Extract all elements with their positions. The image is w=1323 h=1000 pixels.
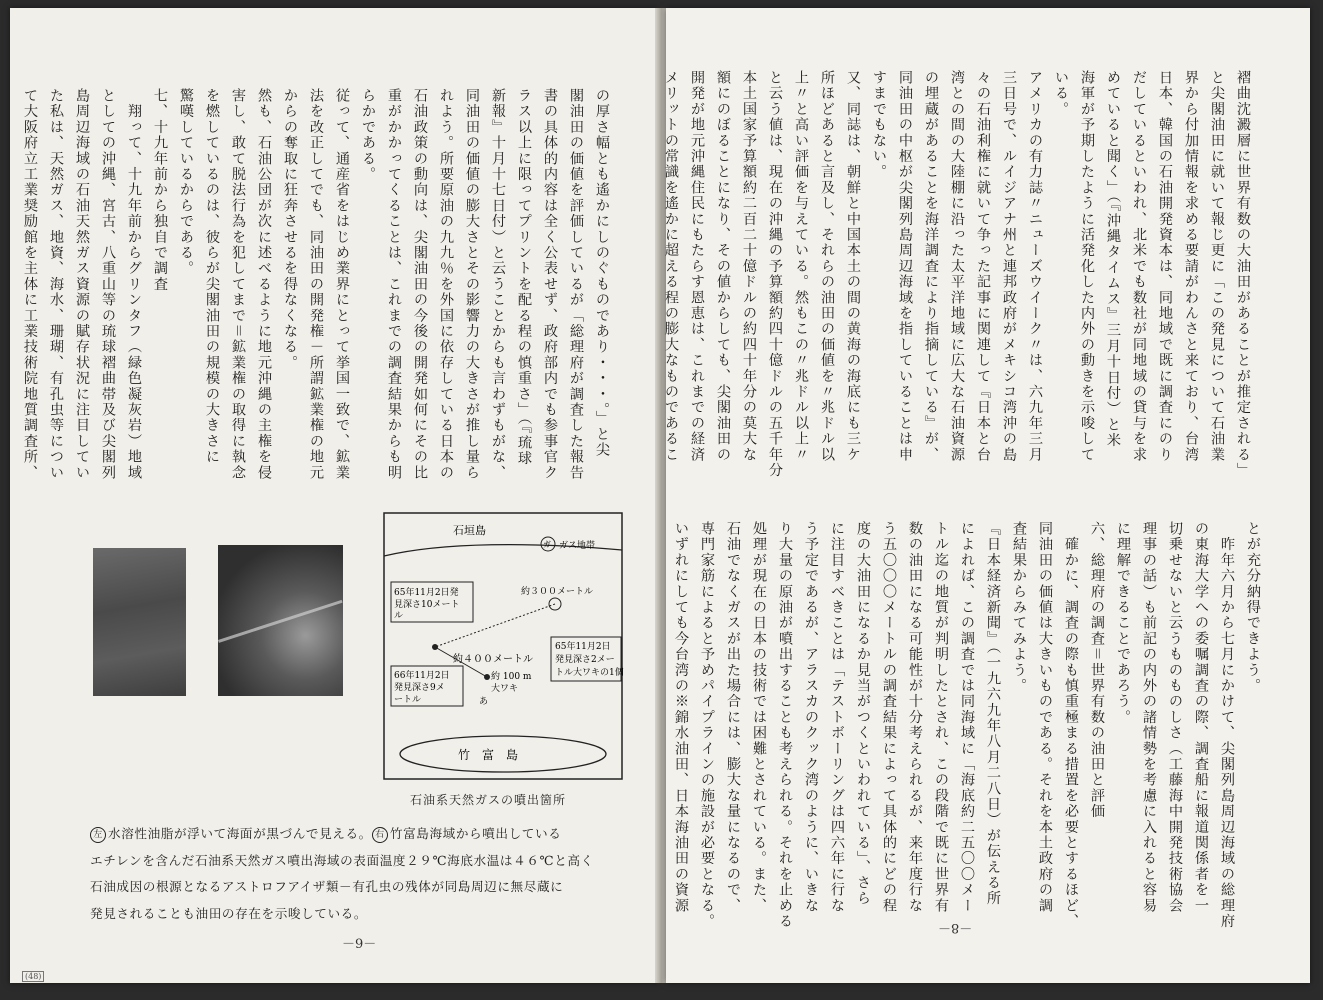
page-number-right: －8－ xyxy=(938,920,973,935)
right-bottom-text-column: トル迄の地質が判明したとされ、この段階で既に世界有 xyxy=(933,521,949,914)
sea-surface-photo xyxy=(93,548,186,696)
map-small-mark: あ xyxy=(479,697,489,707)
right-bottom-text-column: 数の油田になる可能性が十分考えられるが、来年度行な xyxy=(907,521,923,914)
map-dist-100a: 約 100 m xyxy=(491,672,532,682)
right-top-text xyxy=(663,70,1256,500)
right-bottom-text-column: 同油田の価値は大きいものである。それを本土政府の調 xyxy=(1037,521,1053,914)
map-dist-300: 約３００メートル xyxy=(521,587,594,597)
left-text-column: 法を改正してでも、同油田の開発権－所謂鉱業権の地元 xyxy=(308,88,324,481)
right-bottom-text-column: 昨年六月から七月にかけて、尖閣列島周辺海域の総理府 xyxy=(1219,521,1235,930)
left-text-column: 害し、敢て脱法行為を犯してまで＝鉱業権の取得に執念 xyxy=(230,88,246,481)
caption-line2: エチレンを含んだ石油系天然ガス噴出海域の表面温度２９℃海底水温は４６℃と高く xyxy=(90,852,594,868)
right-bottom-text-column: う五〇〇〇メートルの調査結果によって具体的にどの程 xyxy=(881,521,897,914)
left-text-column: 然も、石油公団が次に述べるように地元沖縄の主権を侵 xyxy=(256,88,272,481)
gas-eruption-photo xyxy=(218,545,343,696)
left-text-column: 書の具体的内容は全く公表せず、政府部内でも参事官ク xyxy=(542,88,558,481)
label-a-line3: ル xyxy=(394,611,404,621)
caption-part1: 水溶性油脂が浮いて海面が黒づんで見える。 xyxy=(108,826,372,841)
left-text-column: 重がかかってくることは、これまでの調査結果からも明 xyxy=(386,88,402,481)
right-bottom-text-column: 『日本経済新聞』（一九六九年八月二八日）が伝える所 xyxy=(985,521,1001,907)
right-bottom-text-column: 理事の話）も前記の内外の諸情勢を考慮に入れると容易 xyxy=(1141,521,1157,914)
page-number-left: －9－ xyxy=(342,937,377,952)
right-top-text-column: 額にのぼることになり、その値からしても、尖閣油田の xyxy=(715,70,731,463)
caption-mark-right: 右 xyxy=(372,827,388,843)
left-text-column: れよう。所要原油の九九％を外国に依存している日本の xyxy=(438,88,454,481)
right-bottom-text-column: いずれにしても今台湾の※錦水油田、日本海油田の資源 xyxy=(673,521,689,914)
map-caption: 石油系天然ガスの噴出箇所 xyxy=(410,793,567,807)
right-bottom-text-column: 切乗せないと云うものものしさ（工藤海中開発技術協会 xyxy=(1167,521,1183,914)
left-text-column: 石油政策の動向は、尖閣油田の今後の開発如何にその比 xyxy=(412,88,428,481)
gas-site-map xyxy=(383,512,623,780)
right-top-text-column: 海軍が予期したように活発化した内外の動きを示唆して xyxy=(1079,70,1095,463)
right-bottom-text-column: り大量の原油が噴出することも考えられる。それを止める xyxy=(777,521,793,930)
left-text-column: た私は、天然ガス、地資、海水、珊瑚、有孔虫等につい xyxy=(48,88,64,481)
right-top-text-column: 界から付加情報を求める要請がわんさと来ており、台湾 xyxy=(1183,70,1199,463)
label-c-line2: 発見深さ9メ xyxy=(394,683,445,693)
right-top-text-column: 同油田の中枢が尖閣列島周辺海域を指していることは申 xyxy=(897,70,913,463)
right-top-text-column: と云う値は、現在の沖縄の予算額約四十億ドルの五千年分 xyxy=(767,70,783,479)
right-top-text-column: アメリカの有力誌〃ニューズウイーク〃は、六九年三月 xyxy=(1027,70,1043,463)
right-bottom-text-column: の東海大学への委嘱調査の際、調査船に報道関係者を一 xyxy=(1193,521,1209,914)
right-bottom-text-column: によれば、この調査では同海域に「海底約二五〇〇メー xyxy=(959,521,975,914)
right-top-text-column: 湾との間の大陸棚に沿った太平洋地域に広大な石油資源 xyxy=(949,70,965,463)
right-top-text-column: メリットの常識を遙かに超える程の膨大なものであるこ xyxy=(663,70,679,463)
right-bottom-text xyxy=(673,521,1266,931)
caption-line3: 石油成因の根源となるアストロフアイザ類－有孔虫の残体が同島周辺に無尽蔵に xyxy=(90,879,564,894)
caption-part2: 竹富島海域から噴出している xyxy=(389,826,562,841)
map-dist-100b: 大ワキ xyxy=(491,684,519,694)
left-text-column: 新報』十月十七日付）と云うことからも言わずもがな、 xyxy=(490,88,506,481)
corner-mark: (48) xyxy=(22,971,44,982)
left-text-column: からの奪取に狂奔させるを得なくなる。 xyxy=(282,88,298,371)
map-island-bottom: 竹 富 島 xyxy=(458,748,519,762)
right-page xyxy=(663,8,1310,983)
right-top-text-column: 上〃と高い評価を与えている。然もこの〃兆ドル以上〃 xyxy=(793,70,809,463)
right-top-text-column: 本土国家予算額約二百二十億ドルの約四十年分の莫大な xyxy=(741,70,757,463)
left-body-text xyxy=(22,88,615,508)
left-text-column: としての沖縄、宮古、八重山等の琉球褶曲帯及び尖閣列 xyxy=(100,88,116,481)
right-bottom-text-column: 査結果からみてみよう。 xyxy=(1011,521,1027,694)
left-text-column: 閣油田の価値を評価しているが「総理府が調査した報告 xyxy=(568,88,584,481)
right-top-text-column: 三日号で、ルイジアナ州と連邦政府がメキシコ湾沖の島 xyxy=(1001,70,1017,463)
gas-symbol: ガ xyxy=(543,540,551,549)
map-gas-zone: ガス地帯 xyxy=(559,541,596,551)
right-top-text-column: と尖閣油田に就いて報じ更に「この発見について石油業 xyxy=(1209,70,1225,463)
left-text-column: 従って、通産省をはじめ業界にとって挙国一致で、鉱業 xyxy=(334,88,350,481)
label-c-line1: 66年11月2日 xyxy=(394,671,450,681)
label-a-line1: 65年11月2日発 xyxy=(394,588,459,598)
label-b-line2: 発見深さ2メー xyxy=(555,655,615,665)
left-text-column: 驚嘆しているからである。 xyxy=(178,88,194,277)
right-top-text-column: の埋蔵があることを海洋調査により指摘している』が、 xyxy=(923,70,939,463)
left-text-column: ラス以上に限ってプリントを配る程の慎重さ」（『琉球 xyxy=(516,88,532,467)
right-top-text-column: 褶曲沈澱層に世界有数の大油田があることが推定される」 xyxy=(1235,70,1251,479)
label-b-line1: 65年11月2日 xyxy=(555,642,611,652)
right-top-text-column: 々の石油利権に就いて争った記事に関連して『日本と台 xyxy=(975,70,991,463)
right-top-text-column: だしているといわれ、北米でも数社が同地域の貸与を求 xyxy=(1131,70,1147,463)
left-text-column: を燃しているのは、彼らが尖閣油田の規模の大きさに xyxy=(204,88,220,465)
left-page xyxy=(10,8,658,983)
label-c-line3: ートル xyxy=(394,695,422,705)
right-top-text-column: 日本、韓国の石油開発資本は、同地域で既に調査にのり xyxy=(1157,70,1173,463)
right-top-text-column: めていると聞く」（『沖縄タイムス』三月十日付）と米 xyxy=(1105,70,1121,449)
right-bottom-text-column: 石油でなくガスが出た場合には、膨大な量になるので、 xyxy=(725,521,741,914)
right-top-text-column: すまでもない。 xyxy=(871,70,887,180)
left-text-column: の厚さ幅とも遙かにしのぐものであり・・・。」と尖 xyxy=(594,88,610,458)
right-top-text-column: 開発が地元沖縄住民にもたらす恩恵は、これまでの経済 xyxy=(689,70,705,463)
right-top-text-column: いる。 xyxy=(1053,70,1069,118)
right-top-text-column: 所ほどあると言及し、それらの油田の価値を〃兆ドル以 xyxy=(819,70,835,463)
map-island-top: 石垣島 xyxy=(453,524,486,537)
left-text-column: 七、十九年前から独自で調査 xyxy=(152,88,168,293)
photo-caption xyxy=(90,821,630,927)
left-text-column: らかである。 xyxy=(360,88,376,183)
left-text-column: 島周辺海域の石油天然ガス資源の賦存状況に注目してい xyxy=(74,88,90,481)
caption-line4: 発見されることも油田の存在を示唆している。 xyxy=(90,905,368,921)
right-top-text-column: 又、同誌は、朝鮮と中国本土の間の黄海の海底にも三ケ xyxy=(845,70,861,463)
caption-mark-left: 左 xyxy=(90,827,106,843)
right-bottom-text-column: 専門家筋によると予めパイプラインの施設が必要となる。 xyxy=(699,521,715,930)
right-bottom-text-column: に注目すべきことは「テストボーリングは四六年に行な xyxy=(829,521,845,914)
right-bottom-text-column: とが充分納得できよう。 xyxy=(1245,521,1261,694)
map-dist-400: 約４００メートル xyxy=(453,654,533,665)
right-bottom-text-column: 六、総理府の調査＝世界有数の油田と評価 xyxy=(1089,521,1105,820)
right-bottom-text-column: 確かに、調査の際も慎重極まる措置を必要とするほど、 xyxy=(1063,521,1079,930)
right-bottom-text-column: う予定であるが、アラスカのクック湾のように、いきな xyxy=(803,521,819,914)
label-a-line2: 見深さ10メート xyxy=(394,600,460,610)
left-text-column: 同油田の価値の膨大さとその影響力の大きさが推し量ら xyxy=(464,88,480,481)
right-bottom-text-column: 度の大油田になるか見当がつくといわれている」、さら xyxy=(855,521,871,907)
left-text-column: て大阪府立工業奨励館を主体に工業技術院地質調査所、 xyxy=(22,88,38,481)
right-bottom-text-column: に理解できることであろう。 xyxy=(1115,521,1131,726)
right-bottom-text-column: 処理が現在の日本の技術では困難とされている。また、 xyxy=(751,521,767,914)
left-text-column: 翔って、十九年前からグリンタフ（緑色凝灰岩）地域 xyxy=(126,88,142,481)
label-b-line3: トル大ワキの1個 xyxy=(555,668,624,678)
